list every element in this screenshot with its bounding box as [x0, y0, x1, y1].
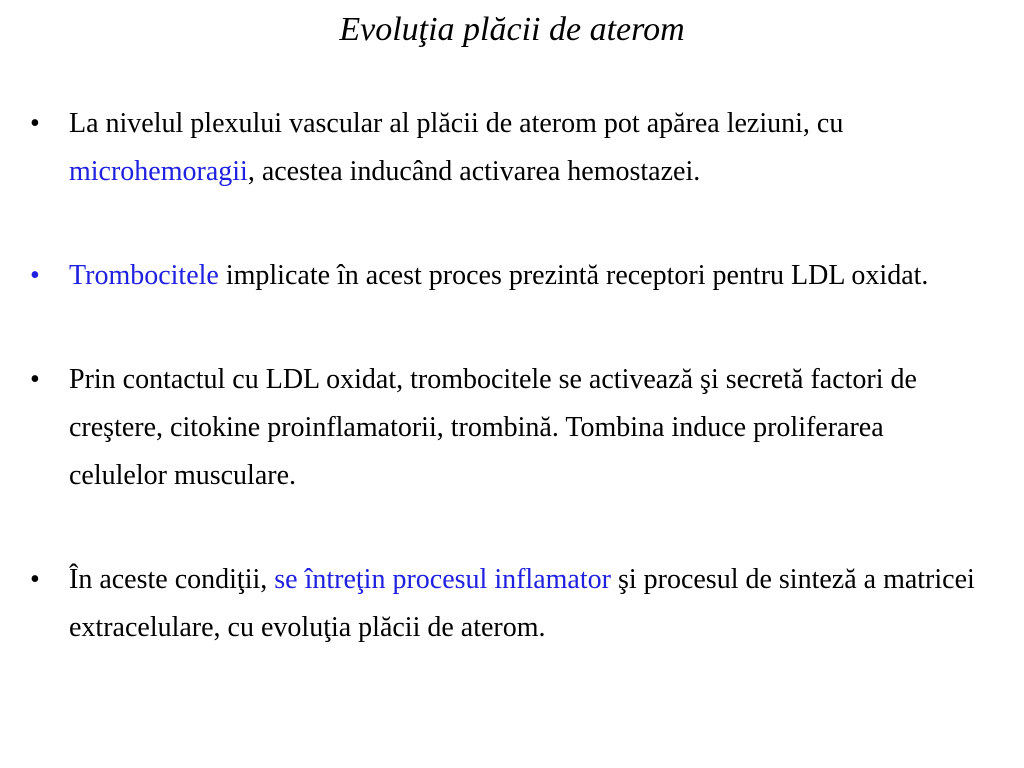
bullet-item — [0, 252, 1024, 300]
bullet-text — [69, 260, 928, 291]
slide-title: Evoluţia plăcii de aterom — [339, 11, 685, 48]
text-run: Prin contactul cu LDL oxidat, trombocitele se activează şi secretă factori de creştere, citokine proinflamatorii, trombină. Tombina induce proliferarea celulelor musculare. — [69, 364, 917, 491]
text-run: şi procesul de sinteză a matricei extracelulare, cu evoluţia plăcii de aterom. — [69, 564, 975, 643]
bullet-marker: • — [30, 564, 40, 595]
highlighted-text: se întreţin procesul inflamator — [274, 564, 611, 595]
bullet-marker: • — [30, 260, 40, 291]
bullet-text — [69, 564, 975, 643]
bullet-marker: • — [30, 364, 40, 395]
highlighted-text: Trombocitele — [69, 260, 219, 291]
text-run: implicate în acest proces prezintă receptori pentru LDL oxidat. — [218, 260, 929, 291]
bullet-text — [69, 364, 917, 491]
bullet-item — [0, 556, 1024, 652]
bullet-marker: • — [30, 108, 40, 139]
text-run: În aceste condiţii, — [69, 564, 275, 595]
text-run: , acestea inducând activarea hemostazei. — [247, 156, 701, 187]
bullet-item — [0, 356, 1024, 500]
bullet-list — [0, 100, 1024, 652]
highlighted-text: microhemoragii — [69, 156, 248, 187]
bullet-item — [0, 100, 1024, 196]
text-run: La nivelul plexului vascular al plăcii de aterom pot apărea leziuni, cu — [69, 108, 844, 139]
bullet-text — [69, 108, 843, 187]
